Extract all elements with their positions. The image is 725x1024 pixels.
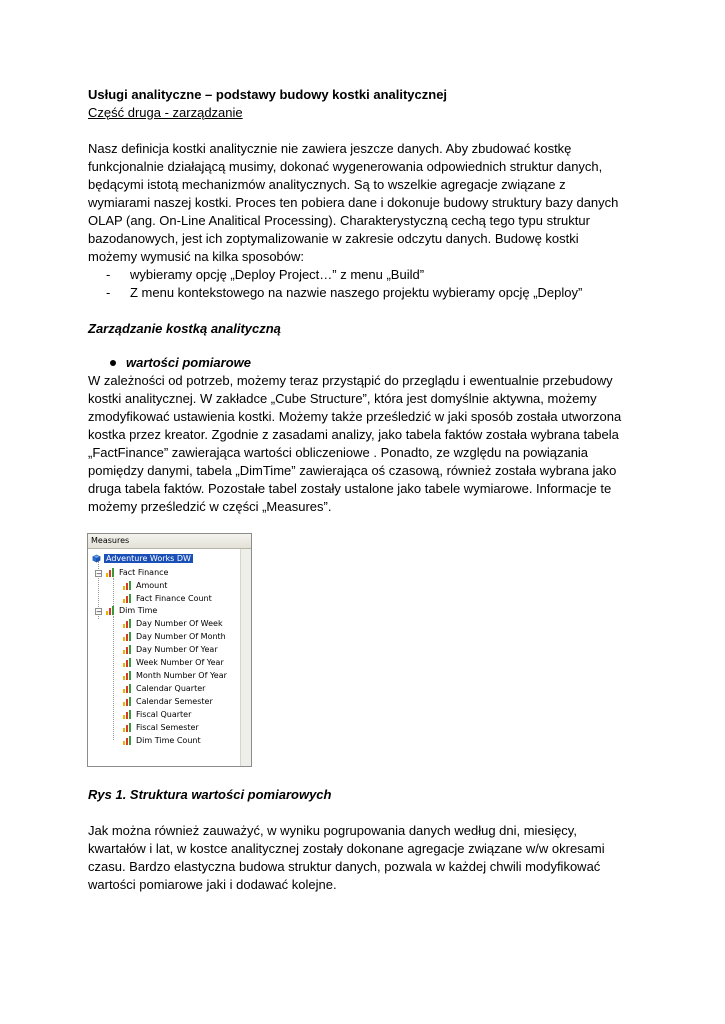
tree-root-cube[interactable] [92,553,193,565]
measure-item[interactable] [123,696,213,708]
measure-label: Fiscal Semester [136,723,199,732]
tree-root-label: Adventure Works DW [106,554,191,563]
measure-label: Fact Finance Count [136,594,212,603]
intro-line: OLAP (ang. On-Line Analitical Processing). Charakterystyczną cechą tego typu struktur [88,213,590,228]
figure-caption: Rys 1. Struktura wartości pomiarowych [88,787,332,802]
measure-group-icon [106,568,116,577]
measure-label: Amount [136,581,168,590]
measure-group-label: Dim Time [119,606,158,615]
section-paragraph [88,372,648,516]
intro-line: możemy wymusić na kilka sposobów: [88,249,305,264]
dash-list-item [106,266,424,284]
measures-panel [87,533,252,767]
measure-icon [123,632,133,641]
intro-line: Nasz definicja kostki analitycznie nie zawiera jeszcze danych. Aby zbudować kostkę [88,141,572,156]
measure-icon [123,594,133,603]
measure-item[interactable] [123,722,199,734]
measure-label: Calendar Semester [136,697,213,706]
measure-icon [123,723,133,732]
closing-paragraph [88,822,648,894]
collapse-fact-finance-icon[interactable]: − [96,570,102,578]
measure-group-icon [106,606,116,615]
collapse-dim-time-icon[interactable]: − [96,608,102,616]
measure-item[interactable] [123,644,218,656]
intro-line: bazodanowych, jest ich zoptymalizowanie w zakresie odczytu danych. Budowę kostki [88,231,579,246]
measure-label: Calendar Quarter [136,684,206,693]
section-line: kostki analitycznej. W zakładce „Cube Structure”, która jest domyślnie aktywna, możemy [88,391,597,406]
closing-line: wartości pomiarowe jaki i dodawać kolejne. [88,877,337,892]
document-subtitle: Część druga - zarządzanie [88,105,243,120]
measure-item[interactable] [123,709,191,721]
dash-list-item [106,284,582,302]
measure-item[interactable] [123,735,201,747]
measure-item[interactable] [123,580,167,592]
measure-label: Day Number Of Month [136,632,226,641]
intro-paragraph [88,140,648,266]
bullet-dot-icon [110,360,116,366]
measure-item[interactable] [123,618,223,630]
measure-icon [123,671,133,680]
measure-item[interactable] [123,670,227,682]
tree-connector [113,616,114,740]
measure-icon [123,645,133,654]
dash-item-text: Z menu kontekstowego na nazwie naszego projektu wybieramy opcję „Deploy” [130,285,583,300]
measure-icon [123,684,133,693]
measure-item[interactable] [123,631,226,643]
measure-group-dim-time[interactable] [106,605,157,617]
measure-icon [123,619,133,628]
section-line: „FactFinance” zawierająca wartości obliczeniowe . Ponadto, ze względu na powiązania [88,445,589,460]
bullet-item [110,354,251,372]
section-title: Zarządzanie kostką analityczną [88,321,281,336]
measure-icon [123,581,133,590]
section-line: możemy prześledzić w części „Measures”. [88,499,332,514]
document-title: Usługi analityczne – podstawy budowy kostki analitycznej [88,87,448,102]
intro-line: wymiarami naszej kostki. Proces ten pobiera dane i dokonuje budowy struktury bazy danych [88,195,619,210]
measure-label: Fiscal Quarter [136,710,192,719]
section-line: pomiędzy danymi, tabela „DimTime” zawierająca oś czasową, również została wybrana jako [88,463,617,478]
measure-icon [123,710,133,719]
measure-item[interactable] [123,683,205,695]
section-line: druga tabela faktów. Pozostałe tabel zostały ustalone jako tabele wymiarowe. Informacje te [88,481,612,496]
intro-line: funkcjonalnie działającą musimy, dokonać wygenerowania odpowiednich struktur danych, [88,159,603,174]
dash-marker: - [106,285,111,300]
closing-line: czasu. Bardzo elastyczna budowa struktur danych, pozwala w każdej chwili modyfikować [88,859,601,874]
dash-item-text: wybieramy opcję „Deploy Project…” z menu „Build” [130,267,425,282]
section-line: W zależności od potrzeb, możemy teraz przystąpić do przeglądu i ewentualnie przebudowy [88,373,613,388]
measure-label: Dim Time Count [136,736,201,745]
measure-label: Day Number Of Year [136,645,218,654]
measure-icon [123,697,133,706]
section-line: zmodyfikować ustawienia kostki. Możemy także prześledzić w jaki sposób została utworzona [88,409,622,424]
measures-panel-header: Measures [88,534,251,549]
measure-label: Day Number Of Week [136,619,223,628]
section-line: kostka przez kreator. Zgodnie z zasadami analizy, jako tabela faktów została wybrana tabela [88,427,619,442]
cube-icon [92,554,101,563]
measure-item[interactable] [123,657,224,669]
measure-label: Week Number Of Year [136,658,224,667]
measures-scrollbar[interactable] [240,549,251,766]
closing-line: Jak można również zauważyć, w wyniku pogrupowania danych według dni, miesięcy, [88,823,577,838]
measure-icon [123,736,133,745]
intro-line: będącymi istotą mechanizmów analitycznych. Są to wszelkie agregacje związane z [88,177,566,192]
measure-label: Month Number Of Year [136,671,227,680]
measure-group-label: Fact Finance [119,568,169,577]
dash-marker: - [106,267,111,282]
bullet-text: wartości pomiarowe [126,355,251,370]
measure-icon [123,658,133,667]
measure-item[interactable] [123,593,212,605]
closing-line: kwartałów i lat, w kostce analitycznej zostały dokonane agregacje związane w/w okresami [88,841,605,856]
measure-group-fact-finance[interactable] [106,567,168,579]
